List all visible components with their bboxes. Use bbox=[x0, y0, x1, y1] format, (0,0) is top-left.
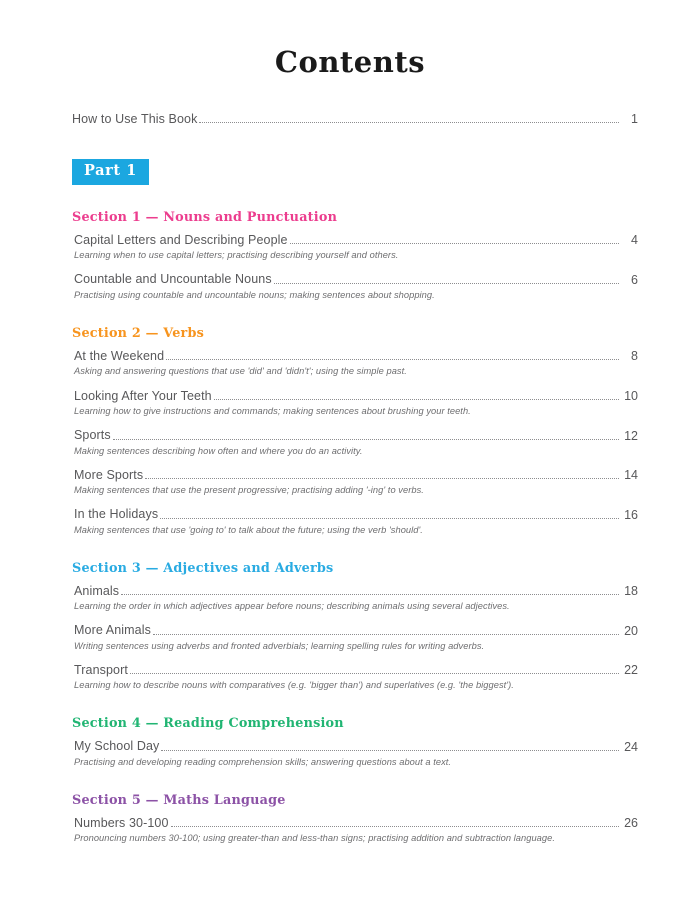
dot-leader bbox=[160, 517, 619, 519]
toc-entry-title[interactable]: Capital Letters and Describing People bbox=[74, 232, 288, 247]
section-heading-4: Section 4 — Reading Comprehension bbox=[72, 716, 344, 732]
section-block-4 bbox=[72, 717, 638, 768]
toc-entry-line bbox=[74, 584, 638, 598]
toc-entry-page-number: 10 bbox=[624, 388, 638, 403]
dot-leader bbox=[214, 398, 619, 400]
list-item[interactable] bbox=[74, 816, 638, 845]
part-badge: Part 1 bbox=[72, 159, 149, 185]
toc-entry-line bbox=[74, 389, 638, 403]
section-entry-list-2 bbox=[72, 349, 638, 536]
toc-entry-page-number: 18 bbox=[624, 584, 638, 599]
toc-entry-title[interactable]: Sports bbox=[74, 428, 111, 443]
toc-entry-page-number: 4 bbox=[631, 233, 638, 248]
toc-entry-description: Learning how to describe nouns with comparatives (e.g. 'bigger than') and superlatives (e.g. 'the biggest'). bbox=[74, 680, 514, 691]
list-item[interactable] bbox=[74, 623, 638, 652]
toc-entry-title[interactable]: In the Holidays bbox=[74, 507, 159, 522]
toc-entry-page-number: 1 bbox=[631, 112, 638, 127]
part-badge-container bbox=[72, 159, 638, 185]
toc-entry-title[interactable]: Transport bbox=[74, 662, 128, 677]
list-item[interactable] bbox=[74, 428, 638, 457]
list-item[interactable] bbox=[74, 739, 638, 768]
list-item[interactable] bbox=[74, 389, 638, 418]
dot-leader bbox=[161, 749, 619, 751]
toc-entry-line bbox=[74, 623, 638, 637]
top-level-entry-list bbox=[72, 112, 638, 126]
section-entry-list-3 bbox=[72, 584, 638, 692]
toc-entry-title[interactable]: More Animals bbox=[74, 623, 151, 638]
toc-entry-page-number: 6 bbox=[631, 272, 638, 287]
toc-entry-title[interactable]: Animals bbox=[74, 583, 120, 598]
toc-entry-title[interactable]: Looking After Your Teeth bbox=[74, 388, 212, 403]
toc-entry-description: Making sentences describing how often and where you do an activity. bbox=[74, 445, 363, 456]
dot-leader bbox=[274, 282, 619, 284]
dot-leader bbox=[153, 633, 619, 635]
toc-entry-line bbox=[74, 349, 638, 363]
toc-entry-title[interactable]: At the Weekend bbox=[74, 349, 165, 364]
dot-leader bbox=[145, 477, 619, 479]
toc-entry-description: Learning the order in which adjectives appear before nouns; describing animals using several adjectives. bbox=[74, 601, 510, 612]
toc-entry-line bbox=[74, 816, 638, 830]
list-item[interactable] bbox=[72, 112, 638, 126]
section-block-1 bbox=[72, 211, 638, 301]
toc-entry-description: Making sentences that use 'going to' to talk about the future; using the verb 'should'. bbox=[74, 524, 423, 535]
list-item[interactable] bbox=[74, 663, 638, 692]
toc-entry-line bbox=[74, 272, 638, 286]
toc-entry-description: Learning when to use capital letters; practising describing yourself and others. bbox=[74, 250, 399, 261]
toc-entry-page-number: 8 bbox=[631, 349, 638, 364]
toc-entry-page-number: 24 bbox=[624, 739, 638, 754]
toc-entry-page-number: 14 bbox=[624, 468, 638, 483]
dot-leader bbox=[113, 438, 619, 440]
section-heading-1: Section 1 — Nouns and Punctuation bbox=[72, 209, 338, 225]
section-heading-2: Section 2 — Verbs bbox=[72, 326, 205, 341]
dot-leader bbox=[290, 242, 619, 244]
toc-entry-title[interactable]: Countable and Uncountable Nouns bbox=[74, 272, 272, 287]
list-item[interactable] bbox=[74, 233, 638, 262]
dot-leader bbox=[199, 121, 619, 123]
list-item[interactable] bbox=[74, 272, 638, 301]
toc-entry-description: Writing sentences using adverbs and fronted adverbials; learning spelling rules for writing adverbs. bbox=[74, 640, 485, 651]
toc-entry-line bbox=[74, 663, 638, 677]
toc-entry-page-number: 20 bbox=[624, 623, 638, 638]
toc-entry-title[interactable]: Numbers 30-100 bbox=[74, 816, 169, 831]
section-block-5 bbox=[72, 794, 638, 845]
list-item[interactable] bbox=[74, 349, 638, 378]
page-title: Contents bbox=[274, 45, 426, 79]
toc-entry-description: Pronouncing numbers 30-100; using greater-than and less-than signs; practising addition and subtraction language. bbox=[74, 833, 555, 844]
list-item[interactable] bbox=[74, 468, 638, 497]
dot-leader bbox=[166, 358, 619, 360]
toc-entry-page-number: 12 bbox=[624, 428, 638, 443]
toc-entry-line bbox=[74, 507, 638, 521]
dot-leader bbox=[171, 825, 619, 827]
section-heading-3: Section 3 — Adjectives and Adverbs bbox=[72, 560, 334, 576]
toc-entry-description: Learning how to give instructions and commands; making sentences about brushing your teeth. bbox=[74, 405, 471, 416]
section-heading-5: Section 5 — Maths Language bbox=[72, 792, 286, 808]
toc-entry-line bbox=[74, 739, 638, 753]
dot-leader bbox=[130, 672, 619, 674]
toc-entry-description: Making sentences that use the present progressive; practising adding '-ing' to verbs. bbox=[74, 485, 424, 496]
toc-entry-line bbox=[74, 233, 638, 247]
list-item[interactable] bbox=[74, 584, 638, 613]
section-entry-list-5 bbox=[72, 816, 638, 845]
toc-entry-description: Practising using countable and uncountable nouns; making sentences about shopping. bbox=[74, 289, 435, 300]
table-of-contents bbox=[72, 112, 638, 845]
toc-entry-title[interactable]: My School Day bbox=[74, 739, 160, 754]
section-block-2 bbox=[72, 327, 638, 536]
section-entry-list-4 bbox=[72, 739, 638, 768]
section-entry-list-1 bbox=[72, 233, 638, 301]
toc-entry-description: Asking and answering questions that use 'did' and 'didn't'; using the simple past. bbox=[74, 366, 407, 377]
toc-entry-line bbox=[72, 112, 638, 126]
toc-entry-page-number: 26 bbox=[624, 816, 638, 831]
toc-entry-line bbox=[74, 428, 638, 442]
toc-entry-title[interactable]: How to Use This Book bbox=[72, 112, 198, 126]
dot-leader bbox=[121, 593, 619, 595]
toc-entry-page-number: 22 bbox=[624, 663, 638, 678]
section-block-3 bbox=[72, 562, 638, 692]
toc-entry-description: Practising and developing reading comprehension skills; answering questions about a text. bbox=[74, 756, 452, 767]
list-item[interactable] bbox=[74, 507, 638, 536]
toc-entry-page-number: 16 bbox=[624, 507, 638, 522]
toc-entry-line bbox=[74, 468, 638, 482]
toc-entry-title[interactable]: More Sports bbox=[74, 467, 144, 482]
